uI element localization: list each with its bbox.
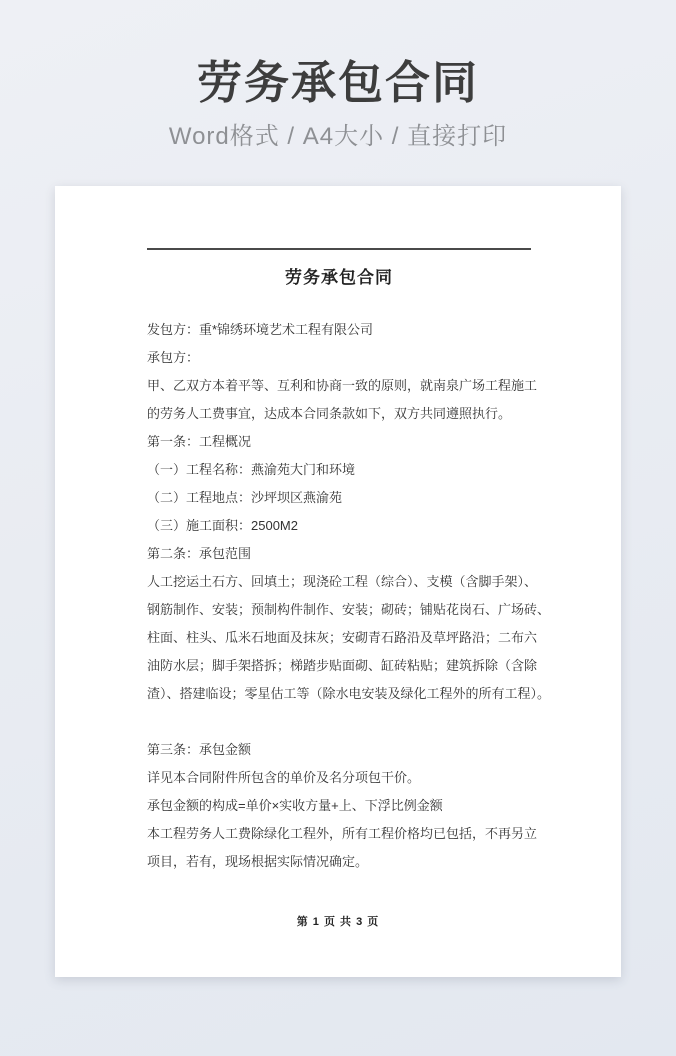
- doc-line: 承包金额的构成=单价×实收方量+上、下浮比例金额: [147, 798, 443, 813]
- page-footer: 第 1 页 共 3 页: [296, 916, 380, 928]
- doc-line: 本工程劳务人工费除绿化工程外，所有工程价格均已包括，不再另立: [147, 826, 538, 841]
- doc-line: （三）施工面积：2500M2: [147, 518, 298, 533]
- banner-title: 劳务承包合同: [196, 57, 479, 108]
- doc-line: 的劳务人工费事宜，达成本合同条款如下，双方共同遵照执行。: [147, 406, 512, 421]
- doc-divider: [147, 248, 531, 250]
- doc-line: 钢筋制作、安装；预制构件制作、安装；砌砖；铺贴花岗石、广场砖、: [147, 602, 551, 617]
- document-page: [55, 186, 621, 977]
- banner-subtitle: Word格式 / A4大小 / 直接打印: [168, 123, 508, 150]
- doc-line: 渣）、搭建临设；零星估工等（除水电安装及绿化工程外的所有工程）。: [147, 686, 551, 701]
- doc-line: [147, 708, 541, 736]
- doc-line: 承包方：: [147, 350, 200, 365]
- doc-line: 油防水层；脚手架搭拆；梯踏步贴面砌、缸砖粘贴；建筑拆除（含除: [147, 658, 538, 673]
- document-content: [55, 186, 621, 876]
- doc-line: 人工挖运土石方、回填土；现浇砼工程（综合）、支模（含脚手架）、: [147, 574, 538, 589]
- doc-line: 第二条：承包范围: [147, 546, 252, 561]
- doc-line: 第三条：承包金额: [147, 742, 252, 757]
- doc-title: 劳务承包合同: [285, 268, 393, 287]
- doc-line: 项目，若有，现场根据实际情况确定。: [147, 854, 369, 869]
- doc-line: （二）工程地点：沙坪坝区燕渝苑: [147, 490, 343, 505]
- doc-line: 第一条：工程概况: [147, 434, 252, 449]
- doc-line: 柱面、柱头、瓜米石地面及抹灰；安砌青石路沿及草坪路沿；二布六: [147, 630, 538, 645]
- doc-body: [147, 316, 551, 876]
- doc-line: （一）工程名称：燕渝苑大门和环境: [147, 462, 356, 477]
- doc-line: 甲、乙双方本着平等、互利和协商一致的原则，就南泉广场工程施工: [147, 378, 538, 393]
- doc-line: 详见本合同附件所包含的单价及名分项包干价。: [147, 770, 421, 785]
- doc-line: 发包方：重*锦绣环境艺术工程有限公司: [147, 322, 374, 337]
- banner: [0, 0, 676, 152]
